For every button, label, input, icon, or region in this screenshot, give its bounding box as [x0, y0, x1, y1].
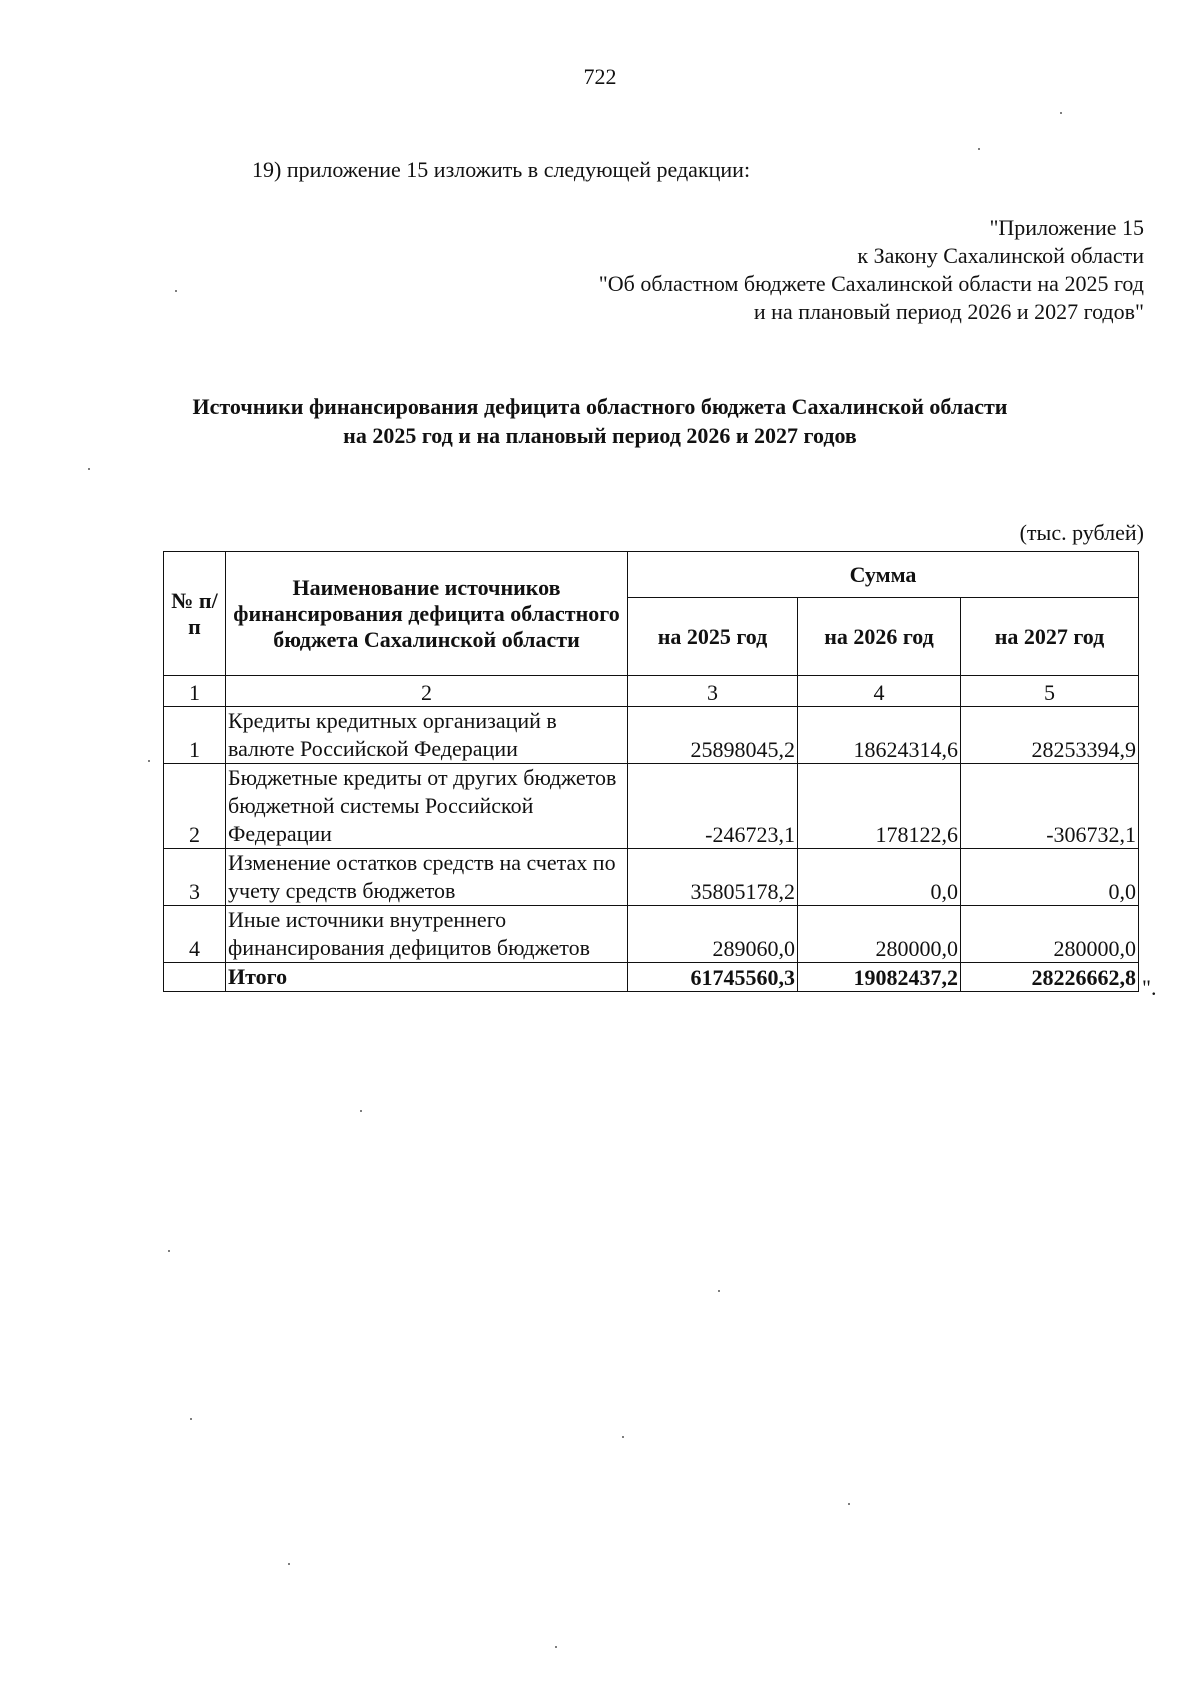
scan-speck [148, 760, 150, 762]
title-line: Источники финансирования дефицита областного бюджета Сахалинской области [192, 394, 1008, 419]
scan-speck [288, 1563, 290, 1565]
appendix-line: "Приложение 15 [989, 215, 1144, 240]
table-row [164, 906, 1139, 963]
total-2027: 28226662,8 [961, 963, 1139, 992]
row-number: 3 [164, 849, 226, 906]
value-2025: 25898045,2 [628, 707, 798, 764]
column-index: 2 [226, 676, 628, 707]
appendix-line: "Об областном бюджете Сахалинской области на 2025 год [598, 271, 1144, 296]
scan-speck [848, 1503, 850, 1505]
total-number-cell [164, 963, 226, 992]
appendix-line: и на плановый период 2026 и 2027 годов" [753, 299, 1144, 324]
value-2025: -246723,1 [628, 764, 798, 849]
row-number: 4 [164, 906, 226, 963]
header-year-2026: на 2026 год [798, 598, 961, 676]
column-index: 1 [164, 676, 226, 707]
total-2026: 19082437,2 [798, 963, 961, 992]
table-row [164, 707, 1139, 764]
header-sum: Сумма [628, 552, 1139, 598]
value-2026: 280000,0 [798, 906, 961, 963]
scan-speck [978, 148, 980, 150]
row-number: 1 [164, 707, 226, 764]
row-name: Изменение остатков средств на счетах по учету средств бюджетов [226, 849, 628, 906]
scan-speck [555, 1646, 557, 1648]
row-name: Бюджетные кредиты от других бюджетов бюджетной системы Российской Федерации [226, 764, 628, 849]
intro-text: 19) приложение 15 изложить в следующей редакции: [252, 157, 751, 182]
column-index: 4 [798, 676, 961, 707]
value-2026: 178122,6 [798, 764, 961, 849]
row-name: Кредиты кредитных организаций в валюте Российской Федерации [226, 707, 628, 764]
value-2027: -306732,1 [961, 764, 1139, 849]
total-label: Итого [226, 963, 628, 992]
column-index: 5 [961, 676, 1139, 707]
column-index-row [164, 676, 1139, 707]
title-line: на 2025 год и на плановый период 2026 и 2027 годов [343, 423, 857, 448]
value-2025: 35805178,2 [628, 849, 798, 906]
scan-speck [168, 1250, 170, 1252]
header-year-2025: на 2025 год [628, 598, 798, 676]
row-name: Иные источники внутреннего финансирования дефицитов бюджетов [226, 906, 628, 963]
header-num: № п/п [164, 552, 226, 676]
table-row [164, 764, 1139, 849]
closing-quote: ". [1142, 975, 1157, 1000]
header-name: Наименование источников финансирования дефицита областного бюджета Сахалинской области [226, 552, 628, 676]
total-row [164, 963, 1139, 992]
header-row [164, 552, 1139, 598]
units-label: (тыс. рублей) [1019, 520, 1144, 545]
value-2027: 0,0 [961, 849, 1139, 906]
value-2027: 28253394,9 [961, 707, 1139, 764]
column-index: 3 [628, 676, 798, 707]
table-row [164, 849, 1139, 906]
value-2026: 18624314,6 [798, 707, 961, 764]
value-2025: 289060,0 [628, 906, 798, 963]
value-2026: 0,0 [798, 849, 961, 906]
scan-speck [360, 1110, 362, 1112]
value-2027: 280000,0 [961, 906, 1139, 963]
row-number: 2 [164, 764, 226, 849]
document-title [0, 392, 1200, 450]
page-number: 722 [583, 64, 617, 89]
scan-speck [1060, 112, 1062, 114]
appendix-reference [599, 214, 1144, 326]
scan-speck [622, 1436, 624, 1438]
scan-speck [190, 1418, 192, 1420]
scan-speck [88, 468, 90, 470]
appendix-line: к Закону Сахалинской области [857, 243, 1144, 268]
financing-sources-table [163, 551, 1139, 992]
header-year-2027: на 2027 год [961, 598, 1139, 676]
scan-speck [175, 290, 177, 292]
scan-speck [718, 1290, 720, 1292]
total-2025: 61745560,3 [628, 963, 798, 992]
